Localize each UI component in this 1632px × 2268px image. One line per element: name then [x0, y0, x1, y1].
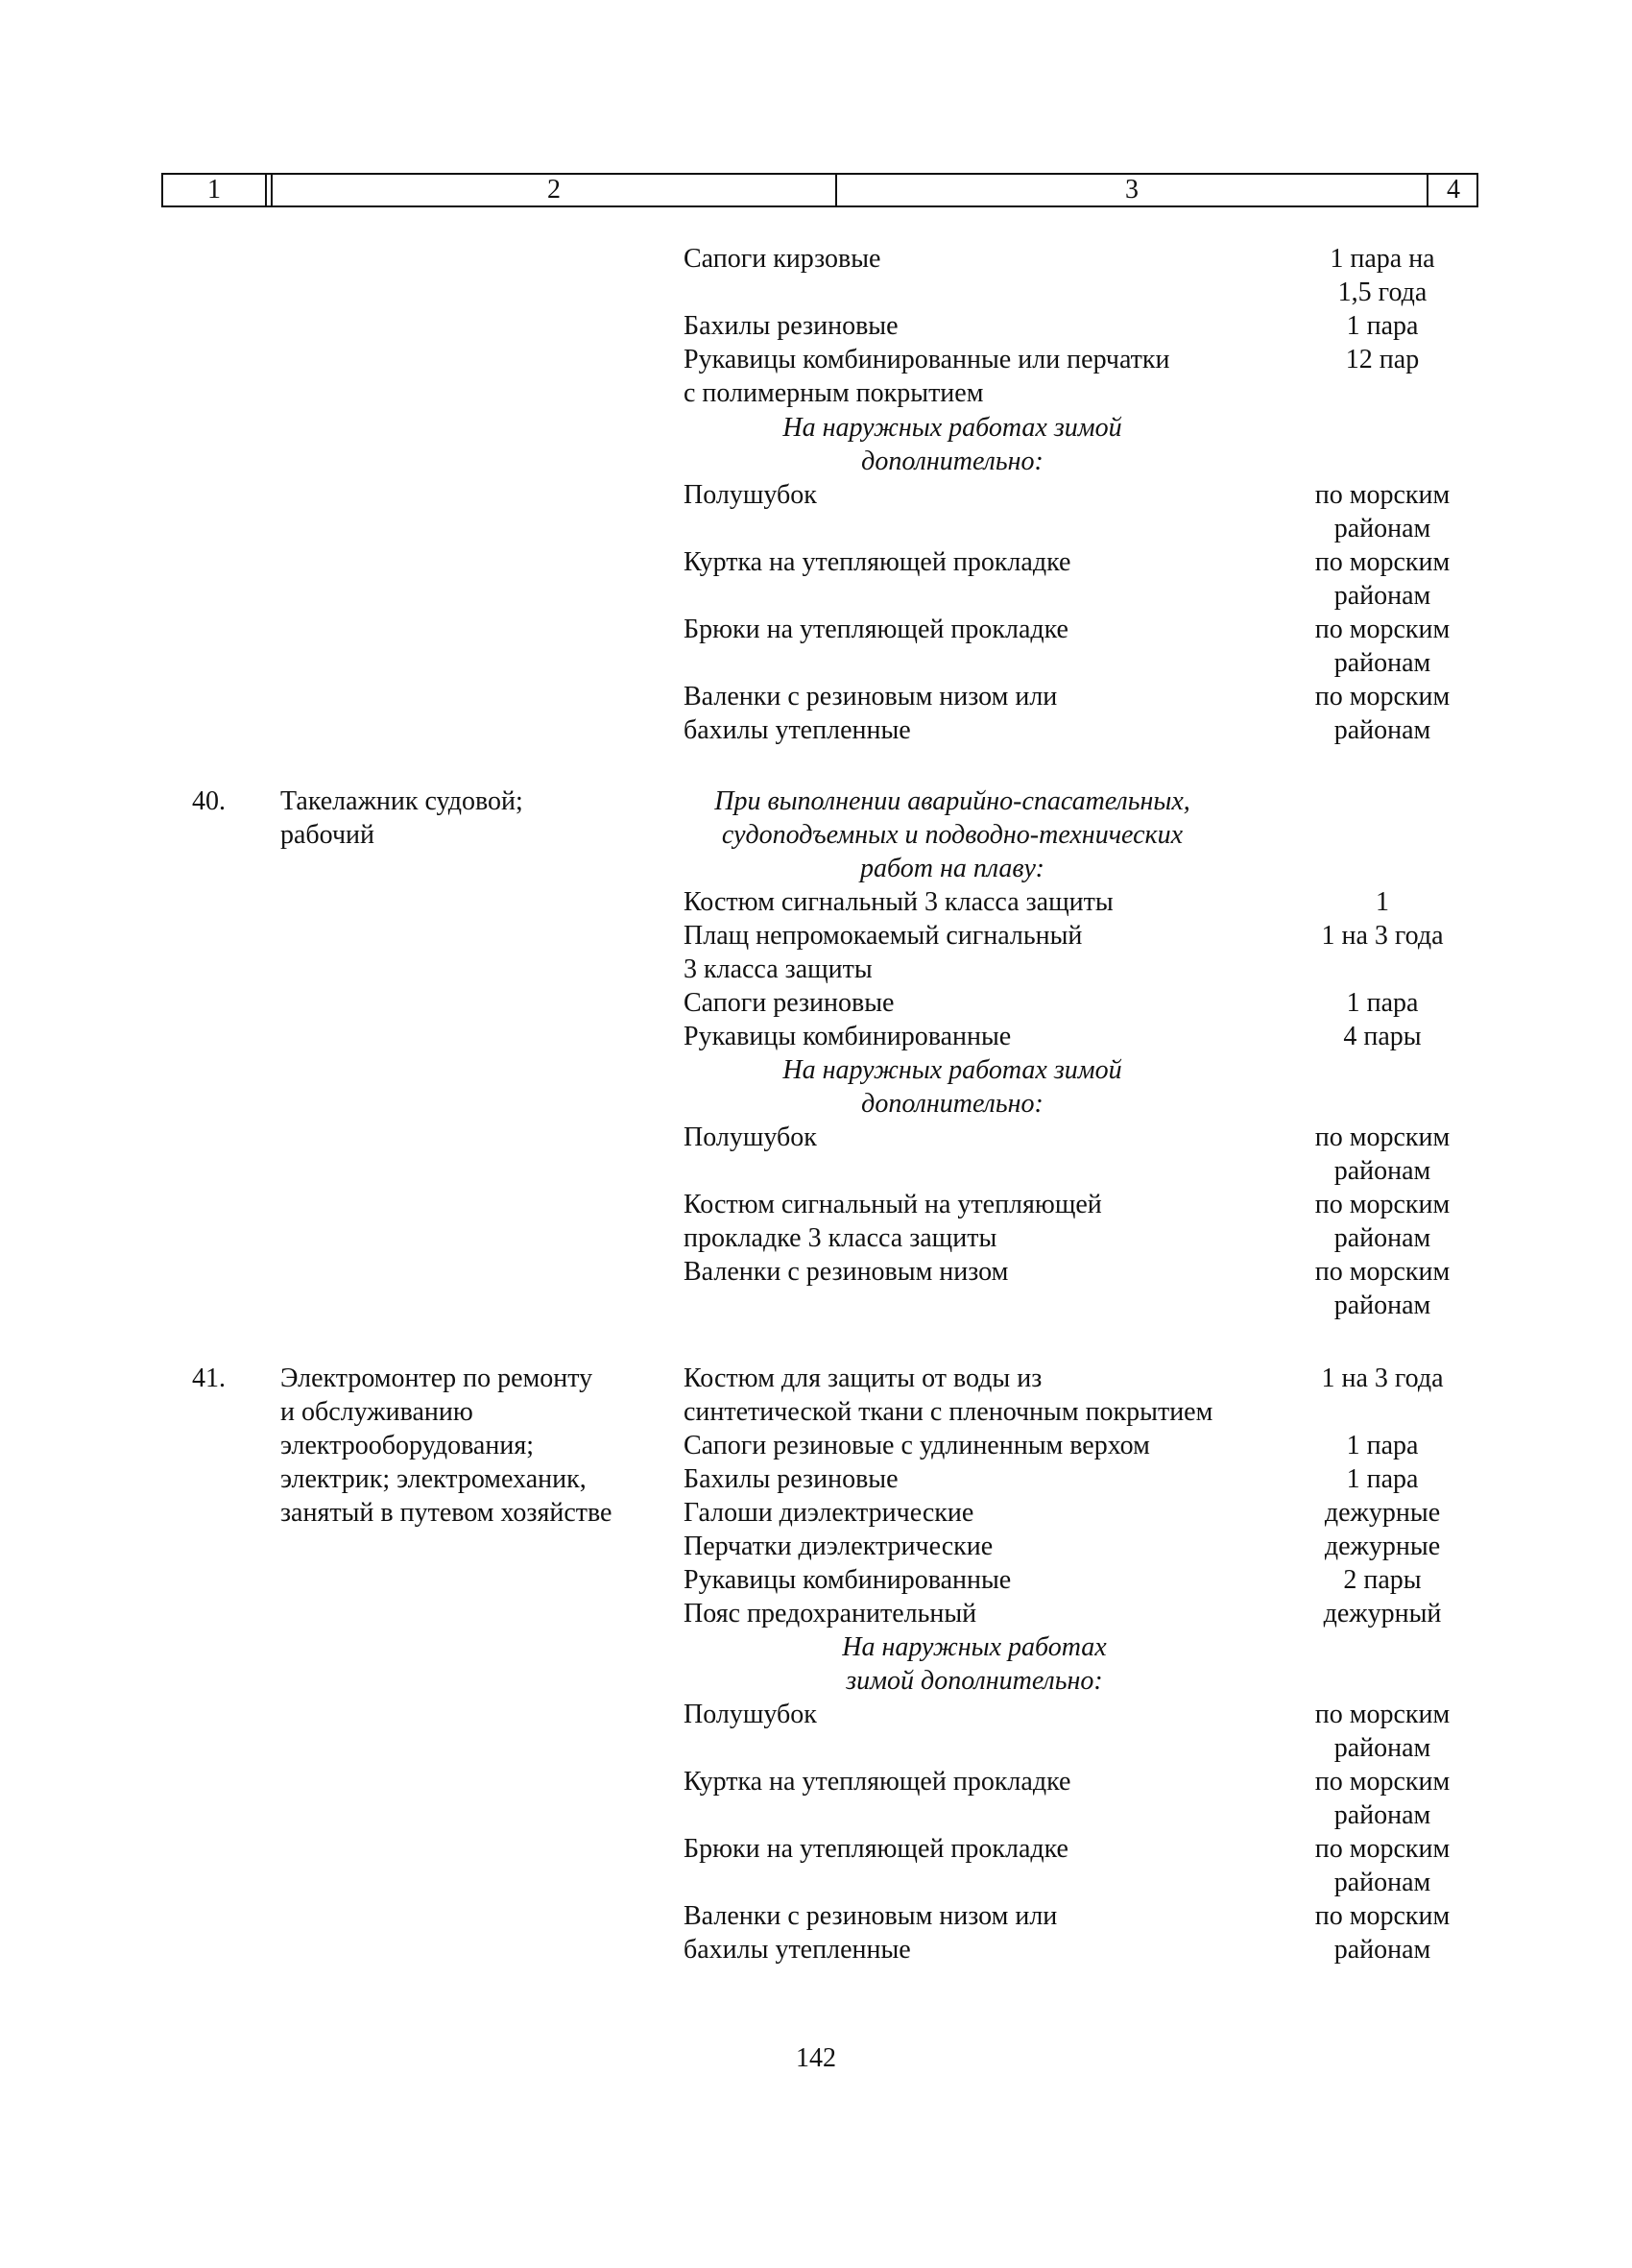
profession-text: и обслуживанию	[280, 1397, 473, 1427]
norm-text: по морским	[1314, 1834, 1451, 1864]
norm-text: по морским	[1314, 682, 1451, 712]
column-header-row	[161, 173, 1478, 207]
norm-text: 1 пара на	[1330, 244, 1435, 274]
item-text: Костюм для защиты от воды из	[684, 1363, 1043, 1393]
col-header-1: 1	[207, 175, 221, 205]
item-text: Полушубок	[684, 1700, 817, 1729]
section-note: При выполнении аварийно-спасательных,	[714, 786, 1190, 816]
norm-text: районам	[1333, 1935, 1431, 1965]
item-text: бахилы утепленные	[684, 1935, 911, 1965]
norm-text: 1	[1376, 887, 1389, 917]
norm-text: 2 пары	[1343, 1565, 1422, 1595]
norm-text: районам	[1333, 1291, 1431, 1320]
norm-text: по морским	[1314, 1901, 1451, 1931]
item-text: Полушубок	[684, 1122, 817, 1152]
item-text: синтетической ткани с пленочным покрытием	[684, 1397, 1213, 1427]
profession-text: электрик; электромеханик,	[280, 1464, 587, 1494]
item-text: прокладке 3 класса защиты	[684, 1223, 997, 1253]
norm-text: 1 пара	[1346, 1431, 1419, 1460]
item-text: Полушубок	[684, 480, 817, 510]
norm-text: 1 пара	[1346, 988, 1419, 1018]
norm-text: районам	[1333, 1223, 1431, 1253]
item-text: 3 класса защиты	[684, 954, 873, 984]
row-number: 40.	[192, 786, 226, 816]
norm-text: по морским	[1314, 480, 1451, 510]
item-text: Бахилы резиновые	[684, 311, 899, 341]
profession-text: занятый в путевом хозяйстве	[280, 1498, 612, 1528]
section-note: судоподъемных и подводно-технических	[721, 820, 1184, 850]
item-text: Валенки с резиновым низом или	[684, 682, 1058, 712]
norm-text: по морским	[1314, 1767, 1451, 1797]
norm-text: по морским	[1314, 1122, 1451, 1152]
section-note: На наружных работах зимой	[782, 1055, 1122, 1085]
col-header-3: 3	[1125, 175, 1139, 205]
norm-text: 1 на 3 года	[1321, 1363, 1444, 1393]
norm-text: по морским	[1314, 1257, 1451, 1287]
section-note: дополнительно:	[861, 1089, 1044, 1119]
item-text: бахилы утепленные	[684, 715, 911, 745]
norm-text: по морским	[1314, 615, 1451, 644]
item-text: Рукавицы комбинированные или перчатки	[684, 345, 1170, 374]
section-note: работ на плаву:	[860, 854, 1044, 883]
item-text: Перчатки диэлектрические	[684, 1532, 994, 1561]
item-text: Пояс предохранительный	[684, 1599, 977, 1629]
item-text: Рукавицы комбинированные	[684, 1022, 1012, 1051]
item-text: Валенки с резиновым низом	[684, 1257, 1009, 1287]
item-text: Сапоги резиновые с удлиненным верхом	[684, 1431, 1150, 1460]
item-text: Брюки на утепляющей прокладке	[684, 1834, 1068, 1864]
norm-text: 1 пара	[1346, 1464, 1419, 1494]
profession-text: Такелажник судовой;	[280, 786, 523, 816]
item-text: Валенки с резиновым низом или	[684, 1901, 1058, 1931]
profession-text: Электромонтер по ремонту	[280, 1363, 593, 1393]
item-text: Рукавицы комбинированные	[684, 1565, 1012, 1595]
section-note: зимой дополнительно:	[846, 1666, 1103, 1696]
section-note: дополнительно:	[861, 446, 1044, 476]
item-text: Бахилы резиновые	[684, 1464, 899, 1494]
item-text: Костюм сигнальный на утепляющей	[684, 1190, 1102, 1219]
norm-text: 4 пары	[1343, 1022, 1422, 1051]
norm-text: районам	[1333, 1733, 1431, 1763]
item-text: Брюки на утепляющей прокладке	[684, 615, 1068, 644]
norm-text: районам	[1333, 715, 1431, 745]
item-text: Плащ непромокаемый сигнальный	[684, 921, 1083, 951]
norm-text: районам	[1333, 1868, 1431, 1897]
item-text: Сапоги кирзовые	[684, 244, 881, 274]
page-number: 142	[796, 2043, 836, 2073]
norm-text: дежурный	[1323, 1599, 1442, 1629]
col-header-2: 2	[547, 175, 561, 205]
item-text: Куртка на утепляющей прокладке	[684, 547, 1071, 577]
norm-text: районам	[1333, 581, 1431, 611]
item-text: Костюм сигнальный 3 класса защиты	[684, 887, 1114, 917]
item-text: Галоши диэлектрические	[684, 1498, 974, 1528]
norm-text: районам	[1333, 1156, 1431, 1186]
norm-text: районам	[1333, 514, 1431, 543]
norm-text: районам	[1333, 648, 1431, 678]
item-text: с полимерным покрытием	[684, 378, 984, 408]
norm-text: по морским	[1314, 1190, 1451, 1219]
profession-text: рабочий	[280, 820, 374, 850]
norm-text: дежурные	[1324, 1532, 1441, 1561]
section-note: На наружных работах	[842, 1632, 1107, 1662]
norm-text: по морским	[1314, 1700, 1451, 1729]
item-text: Куртка на утепляющей прокладке	[684, 1767, 1071, 1797]
col-divider	[265, 175, 267, 205]
norm-text: районам	[1333, 1800, 1431, 1830]
norm-text: 1 пара	[1346, 311, 1419, 341]
norm-text: дежурные	[1324, 1498, 1441, 1528]
col-header-4: 4	[1447, 175, 1460, 205]
norm-text: 1,5 года	[1337, 277, 1428, 307]
profession-text: электрооборудования;	[280, 1431, 534, 1460]
norm-text: 12 пар	[1345, 345, 1420, 374]
row-number: 41.	[192, 1363, 226, 1393]
section-note: На наружных работах зимой	[782, 413, 1122, 443]
item-text: Сапоги резиновые	[684, 988, 895, 1018]
norm-text: 1 на 3 года	[1321, 921, 1444, 951]
norm-text: по морским	[1314, 547, 1451, 577]
